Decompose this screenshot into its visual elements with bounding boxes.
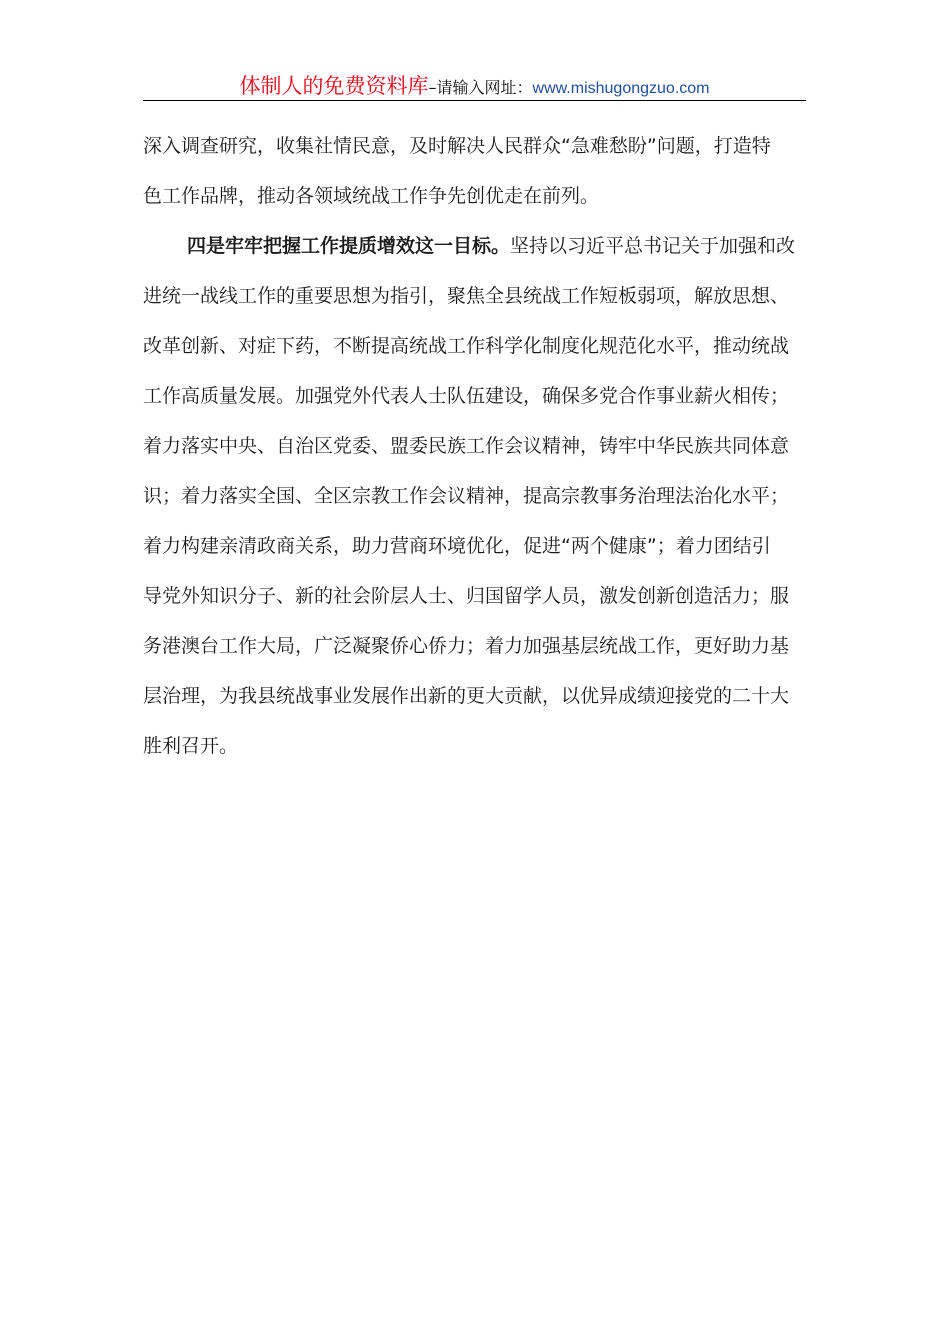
text-line: 深入调查研究，收集社情民意，及时解决人民群众“急难愁盼”问题，打造特 bbox=[143, 135, 771, 157]
page-header bbox=[143, 70, 806, 101]
header-site-name: 体制人的免费资料库 bbox=[239, 74, 429, 98]
header-prompt: –请输入网址： bbox=[428, 78, 533, 97]
text-line: 导党外知识分子、新的社会阶层人士、归国留学人员，激发创新创造活力；服 bbox=[143, 585, 790, 607]
paragraph-2 bbox=[143, 221, 806, 771]
text-line: 胜利召开。 bbox=[143, 735, 239, 757]
paragraph-lead: 四是牢牢把握工作提质增效这一目标。 bbox=[187, 235, 511, 257]
text-line: 层治理，为我县统战事业发展作出新的更大贡献，以优异成绩迎接党的二十大 bbox=[143, 685, 790, 707]
text-line: 工作高质量发展。加强党外代表人士队伍建设，确保多党合作事业薪火相传； bbox=[143, 385, 790, 407]
text-line: 务港澳台工作大局，广泛凝聚侨心侨力；着力加强基层统战工作，更好助力基 bbox=[143, 635, 790, 657]
body-text bbox=[143, 121, 806, 771]
text-line: 色工作品牌，推动各领域统战工作争先创优走在前列。 bbox=[143, 185, 600, 207]
header-url-link[interactable]: www.mishugongzuo.com bbox=[532, 80, 710, 97]
paragraph-1 bbox=[143, 121, 806, 221]
text-line: 改革创新、对症下药，不断提高统战工作科学化制度化规范化水平，推动统战 bbox=[143, 335, 790, 357]
text-line: 坚持以习近平总书记关于加强和改 bbox=[510, 235, 796, 257]
text-line: 着力落实中央、自治区党委、盟委民族工作会议精神，铸牢中华民族共同体意 bbox=[143, 435, 790, 457]
text-line: 着力构建亲清政商关系，助力营商环境优化，促进“两个健康”；着力团结引 bbox=[143, 535, 771, 557]
text-line: 进统一战线工作的重要思想为指引，聚焦全县统战工作短板弱项，解放思想、 bbox=[143, 285, 790, 307]
text-line: 识；着力落实全国、全区宗教工作会议精神，提高宗教事务治理法治化水平； bbox=[143, 485, 790, 507]
